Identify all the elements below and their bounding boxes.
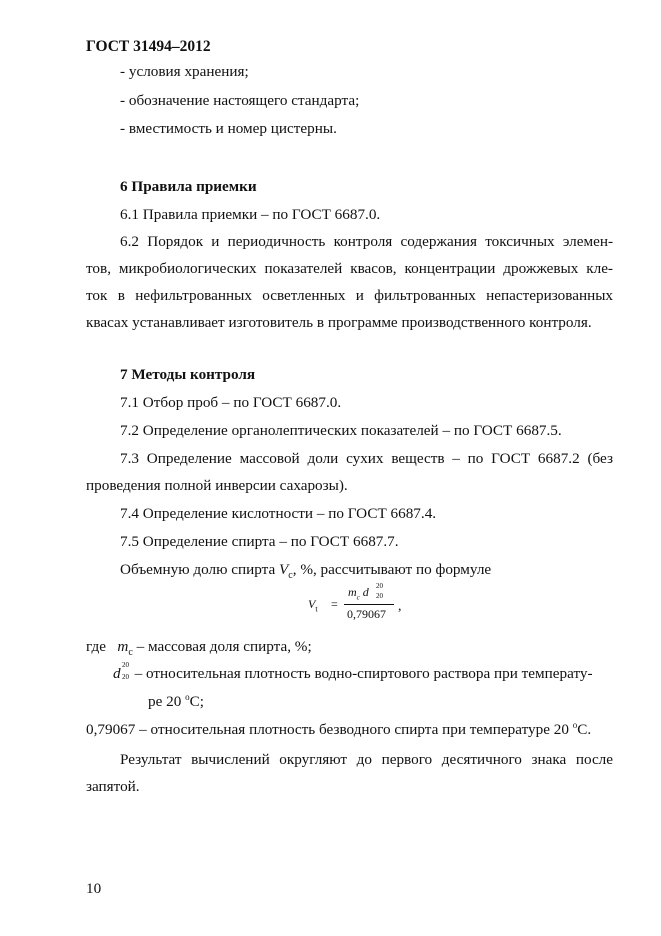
- section-7-title: 7 Методы контроля: [120, 366, 256, 383]
- paragraph-7-5: 7.5 Определение спирта – по ГОСТ 6687.7.: [120, 533, 399, 550]
- list-item-tank-capacity: - вместимость и номер цистерны.: [120, 120, 337, 137]
- paragraph-6-2-line-3: ток в нефильтрованных осветленных и фильтрованных непастеризованных: [86, 287, 613, 304]
- paragraph-7-3-line-2: проведения полной инверсии сахарозы).: [86, 477, 348, 494]
- where-d-definition: d 20 20 – относительная плотность водно-спиртового раствора при температу-: [113, 661, 593, 682]
- where-d-definition-continued: ре 20 $^o$С;: [148, 692, 204, 711]
- where-m-definition: где $m_с$ – массовая доля спирта, %;: [86, 638, 312, 659]
- result-rounding-line-2: запятой.: [86, 778, 140, 795]
- paragraph-6-2-line-4: квасах устанавливает изготовитель в программе производственного контроля.: [86, 314, 592, 331]
- document-code-header: ГОСТ 31494–2012: [86, 38, 211, 55]
- formula-equals: =: [331, 597, 338, 611]
- paragraph-7-4: 7.4 Определение кислотности – по ГОСТ 6687.4.: [120, 505, 437, 522]
- d-symbol: d 20 20: [113, 661, 129, 682]
- section-6-title: 6 Правила приемки: [120, 178, 257, 195]
- paragraph-7-2: 7.2 Определение органолептических показателей – по ГОСТ 6687.5.: [120, 422, 562, 439]
- paragraph-6-1: 6.1 Правила приемки – по ГОСТ 6687.0.: [120, 206, 381, 223]
- formula-d-superscript: 20: [376, 582, 383, 590]
- alcohol-volume-formula: [308, 582, 418, 626]
- where-constant-definition: 0,79067 – относительная плотность безводного спирта при температуре 20 $^o$С.: [86, 720, 592, 739]
- list-item-standard-designation: - обозначение настоящего стандарта;: [120, 92, 360, 109]
- formula-d-subscript: 20: [376, 592, 383, 600]
- formula-intro: Объемную долю спирта $V_с$, %, рассчитывают по формуле: [120, 561, 492, 582]
- paragraph-6-2-line-2: тов, микробиологических показателей квасов, концентрации дрожжевых кле-: [86, 260, 613, 277]
- list-item-storage: - условия хранения;: [120, 63, 249, 80]
- formula-trailing-comma: ,: [398, 599, 402, 614]
- formula-lhs: $V_t$: [308, 597, 318, 614]
- formula-fraction-bar: [344, 604, 394, 605]
- formula-numerator: $m_c$ d: [348, 585, 369, 602]
- paragraph-7-3-line-1: 7.3 Определение массовой доли сухих веществ – по ГОСТ 6687.2 (без: [120, 450, 613, 467]
- result-rounding-line-1: Результат вычислений округляют до первого десятичного знака после: [120, 751, 613, 768]
- paragraph-6-2-line-1: 6.2 Порядок и периодичность контроля содержания токсичных элемен-: [120, 233, 613, 250]
- page-number: 10: [86, 880, 102, 897]
- paragraph-7-1: 7.1 Отбор проб – по ГОСТ 6687.0.: [120, 394, 342, 411]
- formula-denominator: 0,79067: [347, 607, 386, 621]
